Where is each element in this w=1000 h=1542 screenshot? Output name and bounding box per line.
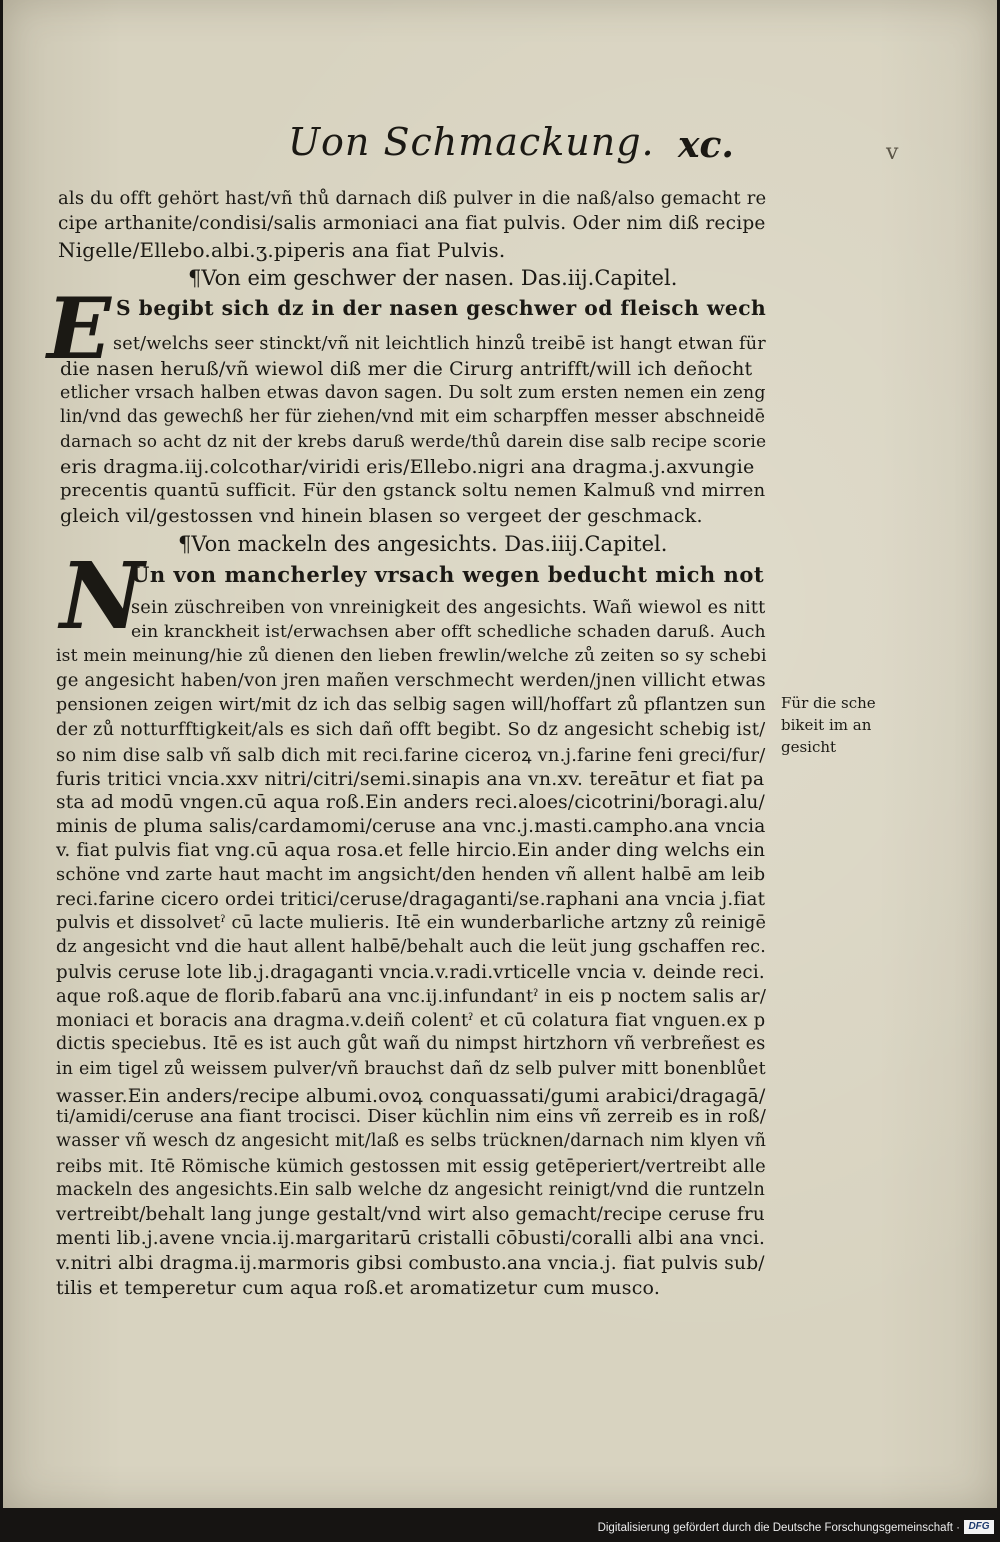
text-line: ti/amidi/ceruse ana fiant trocisci. Diser küchlin nim eins vñ zerreib es in roß/ (56, 1107, 767, 1127)
marginal-note: Für die sche (781, 694, 876, 712)
corner-mark: v (886, 140, 899, 165)
text-line: sein züschreiben von vnreinigkeit des angesichts. Wañ wiewol es nitt (131, 598, 766, 618)
footer-bar (0, 1508, 1000, 1542)
text-line: tilis et temperetur cum aqua roß.et aromatizetur cum musco. (56, 1277, 661, 1299)
folio-number: xc. (678, 124, 734, 166)
running-head: Uon Schmackung. (288, 120, 655, 164)
text-line: so nim dise salb vñ salb dich mit reci.farine ciceroꝝ vn.j.farine feni greci/fur/ (56, 745, 766, 766)
text-line: ist mein meinung/hie zů dienen den lieben frewlin/welche zů zeiten so sy schebi (56, 646, 767, 666)
text-line: die nasen heruß/vñ wiewol diß mer die Cirurg antrifft/will ich deñocht (60, 358, 753, 380)
text-line: pulvis et dissolvetˀ cū lacte mulieris. Itē ein wunderbarliche artzny zů reinigē (56, 913, 767, 933)
text-line: lin/vnd das gewechß her für ziehen/vnd mit eim scharpffen messer abschneidē (60, 407, 766, 427)
text-line: Nigelle/Ellebo.albi.ʒ.piperis ana fiat Pulvis. (58, 238, 506, 262)
decorated-initial: N (60, 542, 145, 650)
text-line: precentis quantū sufficit. Für den gstanck soltu nemen Kalmuß vnd mirren (60, 480, 766, 501)
text-line: vertreibt/behalt lang junge gestalt/vnd wirt also gemacht/recipe ceruse fru (56, 1204, 765, 1225)
text-line: minis de pluma salis/cardamomi/ceruse ana vnc.j.masti.campho.ana vncia (56, 816, 766, 837)
text-line: dictis speciebus. Itē es ist auch gůt wañ du nimpst hirtzhorn vñ verbreñest es (56, 1034, 766, 1054)
chapter-heading: ¶Von eim geschwer der nasen. Das.iij.Capitel. (188, 266, 678, 290)
dfg-logo: DFG (964, 1520, 994, 1534)
text-line: set/welchs seer stinckt/vñ nit leichtlich hinzů treibē ist hangt etwan für (113, 334, 766, 354)
text-line: wasser vñ wesch dz angesicht mit/laß es selbs trücknen/darnach nim klyen vñ (56, 1131, 767, 1151)
text-line: dz angesicht vnd die haut allent halbē/behalt auch die leüt jung gschaffen rec. (56, 937, 766, 957)
text-line: aque roß.aque de florib.fabarū ana vnc.ij.infundantˀ in eis p noctem salis ar/ (56, 986, 767, 1007)
decorated-initial: E (46, 279, 112, 378)
text-line: reibs mit. Itē Römische kümich gestossen mit essig getēperiert/vertreibt alle (56, 1156, 766, 1177)
text-line: cipe arthanite/condisi/salis armoniaci ana fiat pulvis. Oder nim diß recipe (58, 213, 766, 234)
text-line: ge angesicht haben/von jren mañen verschmecht werden/jnen villicht etwas (56, 670, 766, 691)
marginal-note: bikeit im an (781, 716, 872, 734)
text-line: pensionen zeigen wirt/mit dz ich das selbig sagen will/hoffart zů pflantzen sun (56, 695, 766, 715)
text-line: mackeln des angesichts.Ein salb welche dz angesicht reinigt/vnd die runtzeln (56, 1180, 766, 1200)
text-line: der zů notturfftigkeit/als es sich dañ offt begibt. So dz angesicht schebig ist/ (56, 719, 766, 740)
text-line: schöne vnd zarte haut macht im angsicht/den henden vñ allent halbē am leib (56, 865, 766, 885)
text-line: als du offt gehört hast/vñ thů darnach diß pulver in die naß/also gemacht re (58, 188, 767, 209)
text-line: v. fiat pulvis fiat vng.cū aqua rosa.et felle hircio.Ein ander ding welchs ein (56, 840, 766, 861)
text-line: in eim tigel zů weissem pulver/vñ brauchst dañ dz selb pulver mitt bonenblůet (56, 1059, 766, 1079)
text-line: menti lib.j.avene vncia.ij.margaritarū cristalli cōbusti/coralli albi ana vnci. (56, 1228, 766, 1249)
opening-line: Un von mancherley vrsach wegen beducht mich not (131, 562, 765, 587)
text-line: pulvis ceruse lote lib.j.dragaganti vncia.v.radi.vrticelle vncia v. deinde reci. (56, 962, 765, 983)
text-line: reci.farine cicero ordei tritici/ceruse/dragaganti/se.raphani ana vncia j.fiat (56, 889, 766, 910)
text-line: eris dragma.iij.colcothar/viridi eris/Ellebo.nigri ana dragma.j.axvungie (60, 456, 755, 478)
funding-notice: Digitalisierung gefördert durch die Deutsche Forschungsgemeinschaft · (597, 1522, 960, 1534)
text-line: sta ad modū vngen.cū aqua roß.Ein anders reci.aloes/cicotrini/boragi.alu/ (56, 792, 765, 813)
text-line: moniaci et boracis ana dragma.v.deiñ colentˀ et cū colatura fiat vnguen.ex p (56, 1010, 766, 1031)
text-line: wasser.Ein anders/recipe albumi.ovoꝝ conquassati/gumi arabici/dragagā/ (56, 1086, 766, 1107)
chapter-heading: ¶Von mackeln des angesichts. Das.iiij.Capitel. (178, 532, 668, 556)
opening-line: S begibt sich dz in der nasen geschwer od fleisch wech (116, 296, 767, 320)
text-line: darnach so acht dz nit der krebs daruß werde/thů darein dise salb recipe scorie (60, 432, 767, 452)
marginal-note: gesicht (781, 738, 837, 756)
text-line: v.nitri albi dragma.ij.marmoris gibsi combusto.ana vncia.j. fiat pulvis sub/ (56, 1253, 765, 1274)
text-line: etlicher vrsach halben etwas davon sagen. Du solt zum ersten nemen ein zeng (60, 383, 766, 403)
scanned-page (3, 0, 997, 1508)
text-line: furis tritici vncia.xxv nitri/citri/semi.sinapis ana vn.xv. tereātur et fiat pa (56, 768, 765, 790)
text-line: ein kranckheit ist/erwachsen aber offt schedliche schaden daruß. Auch (131, 622, 766, 642)
text-line: gleich vil/gestossen vnd hinein blasen so vergeet der geschmack. (60, 505, 703, 527)
